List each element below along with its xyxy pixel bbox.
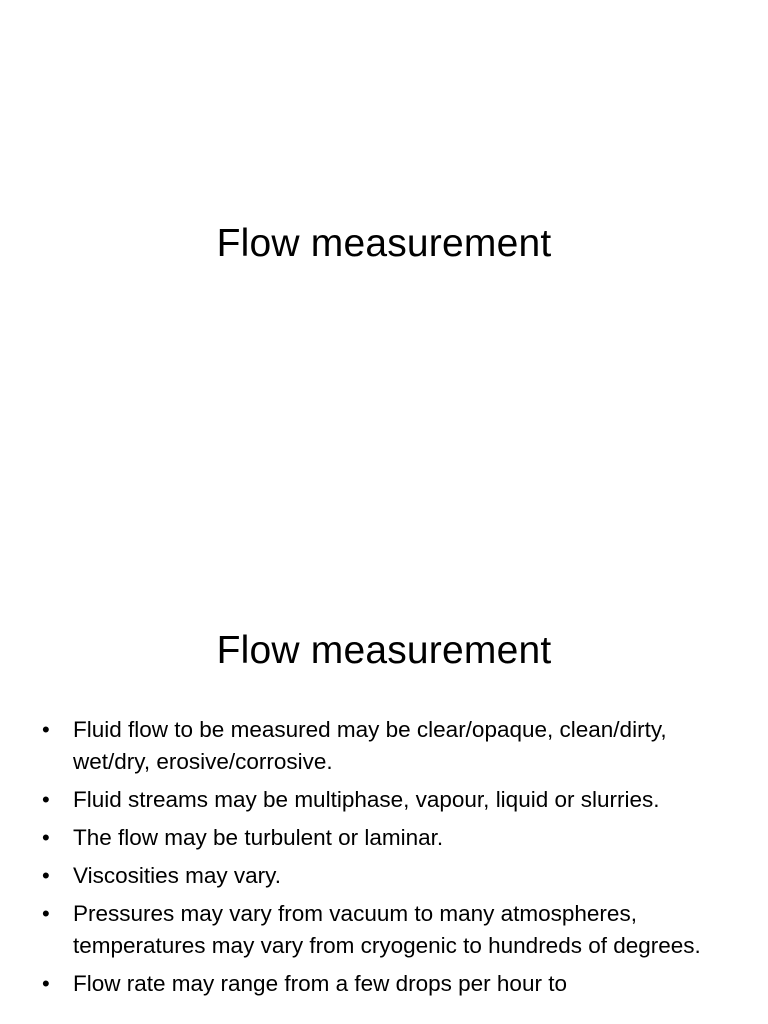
slide-content: [0, 576, 768, 1024]
bullet-text: Fluid flow to be measured may be clear/opaque, clean/dirty, wet/dry, erosive/corrosive.: [73, 717, 667, 774]
bullet-text: Fluid streams may be multiphase, vapour, liquid or slurries.: [73, 787, 660, 812]
bullet-icon: •: [42, 901, 50, 926]
bullet-item: [42, 822, 742, 854]
bullet-text: The flow may be turbulent or laminar.: [73, 825, 444, 850]
bullet-icon: •: [42, 717, 50, 742]
bullet-item: [42, 784, 742, 816]
bullet-item: [42, 714, 742, 778]
bullet-icon: •: [42, 787, 50, 812]
slide-2-title: Flow measurement: [216, 629, 552, 672]
slide-1-title: Flow measurement: [216, 222, 552, 265]
bullet-icon: •: [42, 863, 50, 888]
bullet-text: Flow rate may range from a few drops per hour to: [73, 971, 567, 996]
bullet-item: [42, 968, 742, 1000]
bullet-text: Pressures may vary from vacuum to many atmospheres, temperatures may vary from cryogenic to hundreds of degrees.: [73, 901, 701, 958]
bullet-icon: •: [42, 971, 50, 996]
bullet-item: [42, 898, 742, 962]
bullet-list: [42, 714, 742, 1006]
bullet-icon: •: [42, 825, 50, 850]
bullet-item: [42, 860, 742, 892]
bullet-text: Viscosities may vary.: [73, 863, 281, 888]
